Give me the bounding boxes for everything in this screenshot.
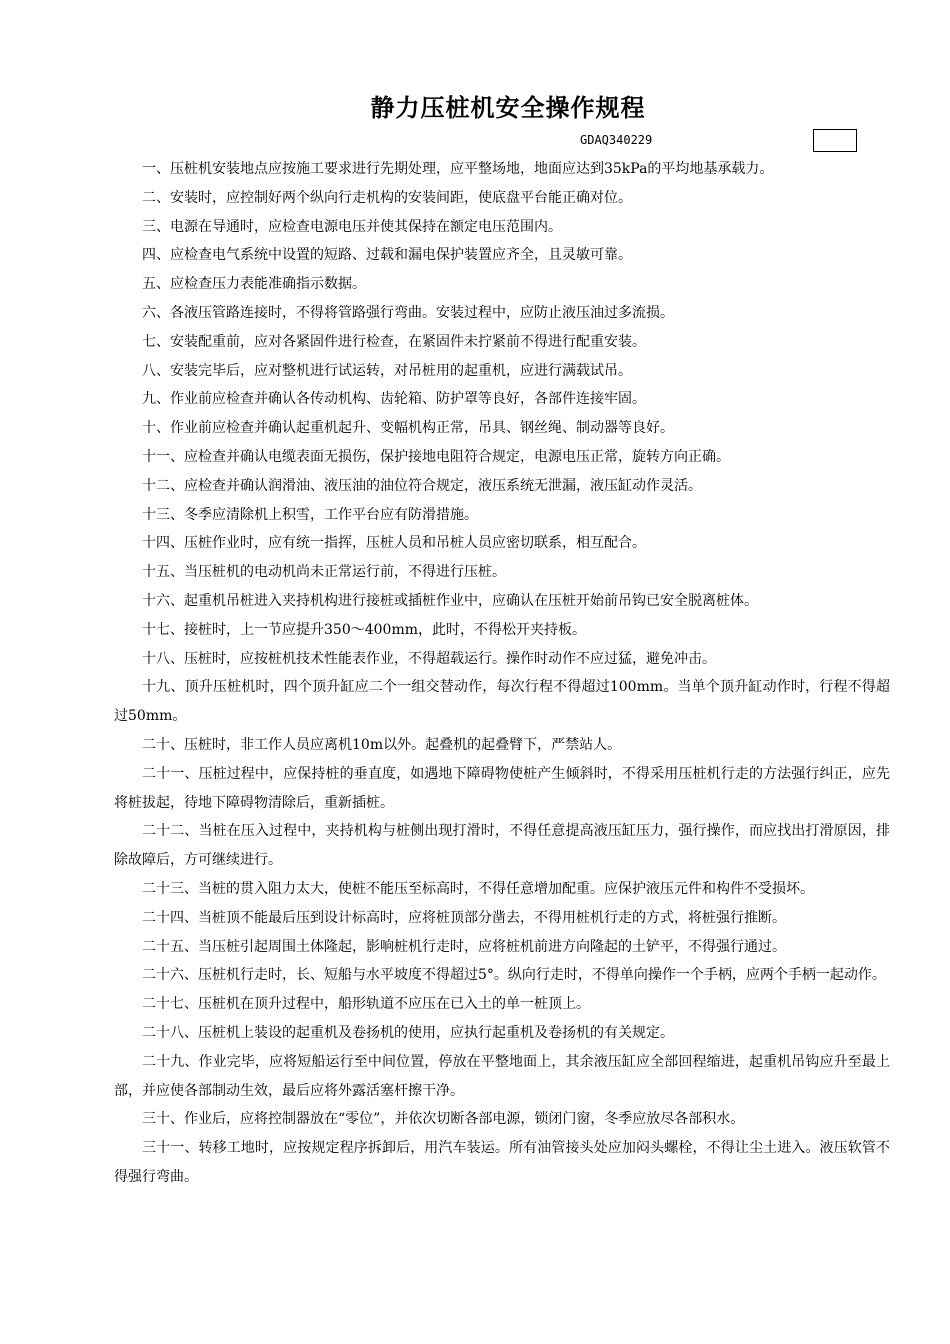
regulation-item: 六、各液压管路连接时，不得将管路强行弯曲。安装过程中，应防止液压油过多流损。	[142, 304, 674, 321]
regulation-item: 十二、应检查并确认润滑油、液压油的油位符合规定，液压系统无泄漏，液压缸动作灵活。	[142, 477, 702, 494]
code-box	[813, 129, 857, 152]
regulation-item: 十七、接桩时，上一节应提升350～400mm，此时，不得松开夹持板。	[142, 621, 586, 638]
regulation-item: 七、安装配重前，应对各紧固件进行检查，在紧固件未拧紧前不得进行配重安装。	[142, 333, 646, 350]
regulation-item: 十一、应检查并确认电缆表面无损伤，保护接地电阻符合规定，电源电压正常，旋转方向正确。	[142, 448, 730, 465]
regulation-item: 二十二、当桩在压入过程中，夹持机构与桩侧出现打滑时，不得任意提高液压缸压力，强行操作，而应找出打滑原因，排除故障后，方可继续进行。	[114, 823, 890, 869]
regulation-item: 十八、压桩时，应按桩机技术性能表作业，不得超载运行。操作时动作不应过猛，避免冲击。	[142, 650, 716, 667]
regulation-item: 二十三、当桩的贯入阻力太大，使桩不能压至标高时，不得任意增加配重。应保护液压元件和构件不受损坏。	[142, 880, 814, 897]
regulation-item: 八、安装完毕后，应对整机进行试运转，对吊桩用的起重机，应进行满载试吊。	[142, 362, 632, 379]
regulation-item: 十五、当压桩机的电动机尚未正常运行前，不得进行压桩。	[142, 564, 506, 581]
regulation-item: 十九、顶升压桩机时，四个顶升缸应二个一组交替动作，每次行程不得超过100mm。当单个顶升缸动作时，行程不得超过50mm。	[114, 679, 890, 725]
regulation-item: 十六、起重机吊桩进入夹持机构进行接桩或插桩作业中，应确认在压桩开始前吊钩已安全脱离桩体。	[142, 592, 758, 609]
regulation-item: 二十六、压桩机行走时，长、短船与水平坡度不得超过5°。纵向行走时，不得单向操作一个手柄，应两个手柄一起动作。	[142, 967, 886, 984]
regulation-item: 二十八、压桩机上装设的起重机及卷扬机的使用，应执行起重机及卷扬机的有关规定。	[142, 1024, 674, 1041]
regulation-item: 五、应检查压力表能准确指示数据。	[142, 276, 366, 293]
regulation-item: 十三、冬季应清除机上积雪，工作平台应有防滑措施。	[142, 506, 478, 523]
document-code: GDAQ340229	[580, 133, 653, 147]
regulation-item: 三十、作业后，应将控制器放在“零位”，并依次切断各部电源，锁闭门窗，冬季应放尽各部积水。	[142, 1111, 745, 1128]
regulation-item: 十、作业前应检查并确认起重机起升、变幅机构正常，吊具、钢丝绳、制动器等良好。	[142, 420, 674, 437]
regulation-item: 二十七、压桩机在顶升过程中，船形轨道不应压在已入土的单一桩顶上。	[142, 996, 590, 1013]
regulation-item: 二十四、当桩顶不能最后压到设计标高时，应将桩顶部分凿去，不得用桩机行走的方式，将桩强行推断。	[142, 909, 786, 926]
regulation-item: 二十九、作业完毕，应将短船运行至中间位置，停放在平整地面上，其余液压缸应全部回程缩进，起重机吊钩应升至最上部，并应使各部制动生效，最后应将外露活塞杆擦干净。	[114, 1053, 890, 1099]
regulation-list	[114, 155, 890, 1192]
regulation-item: 二十五、当压桩引起周围土体隆起，影响桩机行走时，应将桩机前进方向隆起的土铲平，不得强行通过。	[142, 938, 786, 955]
regulation-item: 三、电源在导通时，应检查电源电压并使其保持在额定电压范围内。	[142, 218, 562, 235]
regulation-item: 二十、压桩时，非工作人员应离机10m以外。起叠机的起叠臂下，严禁站人。	[142, 736, 622, 753]
regulation-item: 四、应检查电气系统中设置的短路、过载和漏电保护装置应齐全，且灵敏可靠。	[142, 247, 632, 264]
regulation-item: 二十一、压桩过程中，应保持桩的垂直度，如遇地下障碍物使桩产生倾斜时，不得采用压桩机行走的方法强行纠正，应先将桩拔起，待地下障碍物清除后，重新插桩。	[114, 765, 890, 811]
regulation-item: 十四、压桩作业时，应有统一指挥，压桩人员和吊桩人员应密切联系，相互配合。	[142, 535, 646, 552]
regulation-item: 一、压桩机安装地点应按施工要求进行先期处理，应平整场地，地面应达到35kPa的平均地基承载力。	[142, 161, 774, 177]
regulation-item: 三十一、转移工地时，应按规定程序拆卸后，用汽车装运。所有油管接头处应加闷头螺栓，不得让尘土进入。液压软管不得强行弯曲。	[114, 1140, 890, 1185]
regulation-item: 九、作业前应检查并确认各传动机构、齿轮箱、防护罩等良好，各部件连接牢固。	[142, 391, 646, 408]
page-title: 静力压桩机安全操作规程	[370, 94, 646, 122]
regulation-item: 二、安装时，应控制好两个纵向行走机构的安装间距，使底盘平台能正确对位。	[142, 189, 632, 206]
